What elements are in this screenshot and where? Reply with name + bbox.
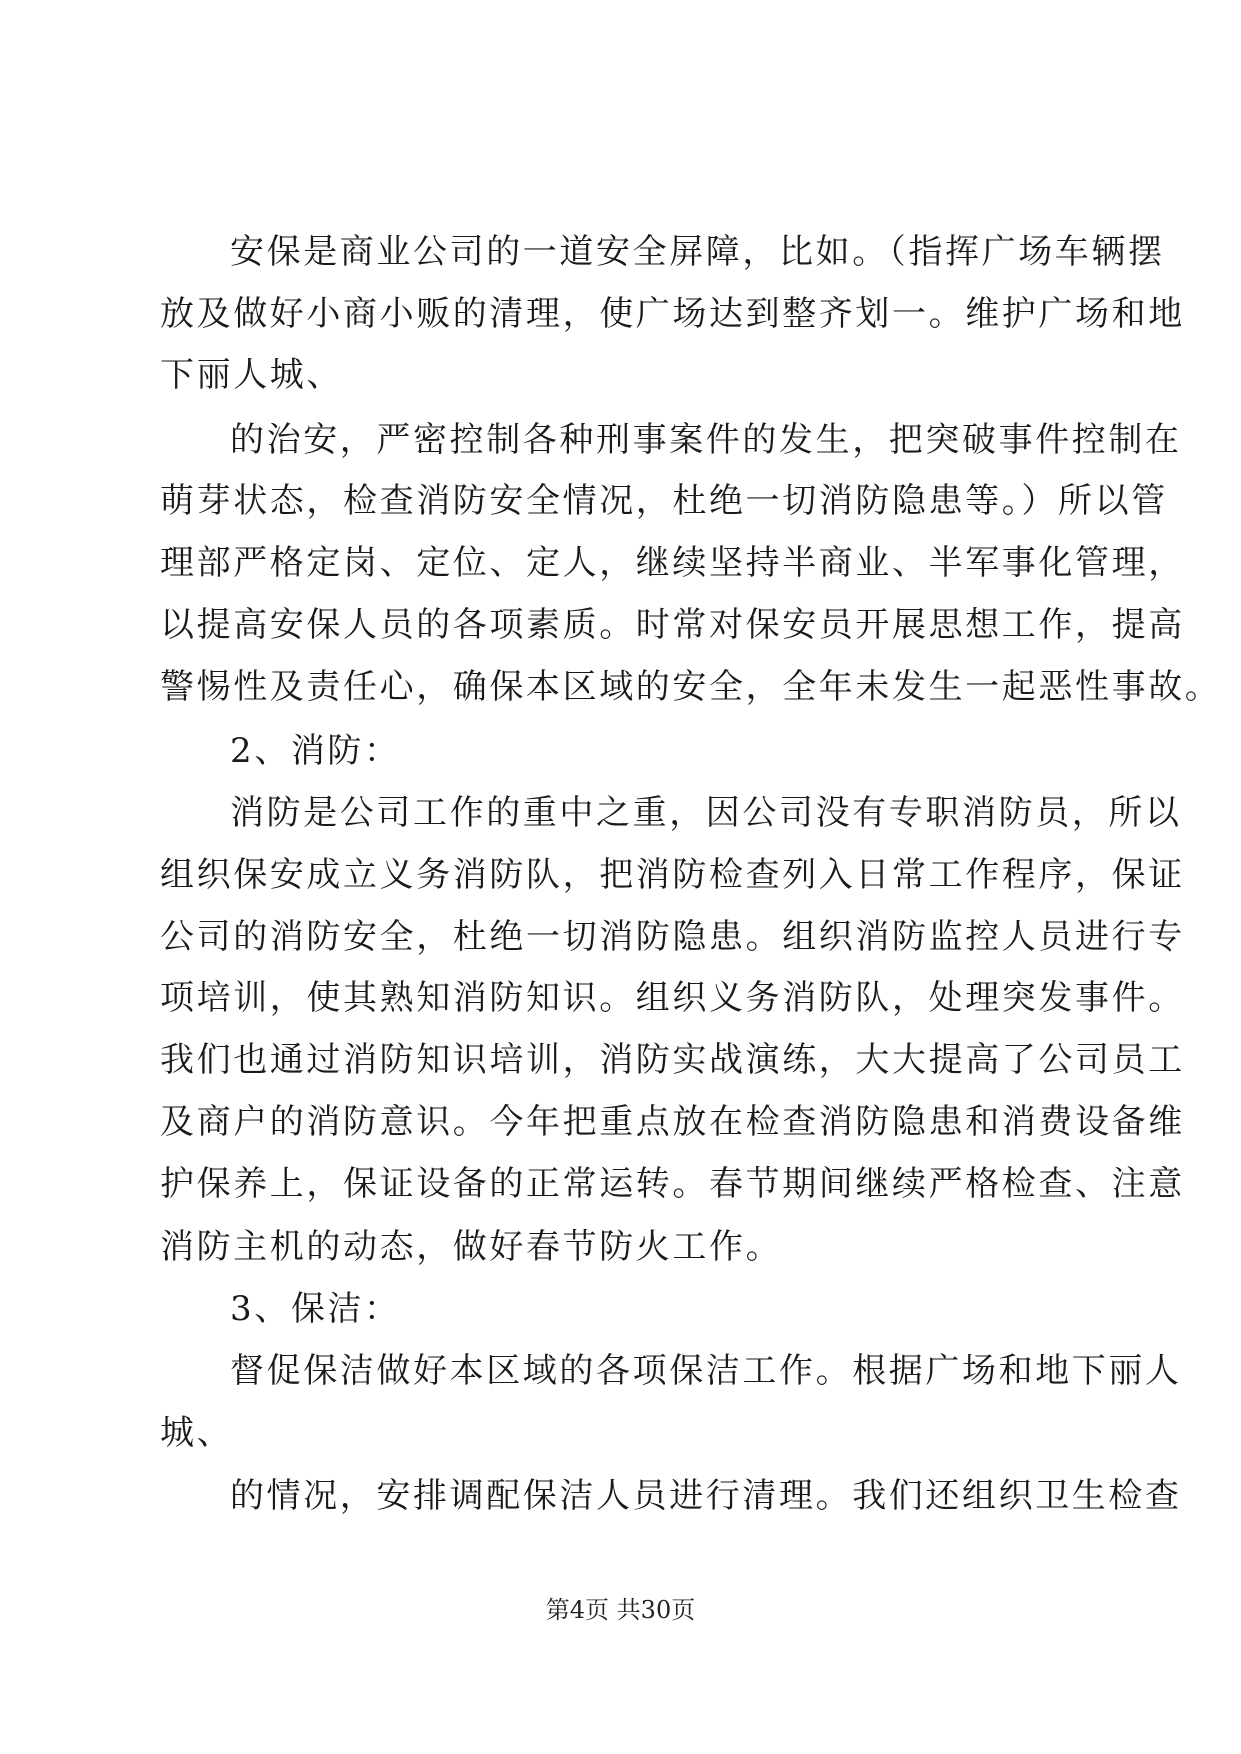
body-line-20: 城、 xyxy=(160,1413,234,1453)
page-number-footer: 第4页 共30页 xyxy=(545,1596,696,1624)
section-heading-fire: 2、消防： xyxy=(230,731,401,771)
section-heading-cleaning: 3、保洁： xyxy=(230,1289,401,1329)
body-line-2: 放及做好小商小贩的清理，使广场达到整齐划一。维护广场和地 xyxy=(160,294,1185,334)
body-line-19: 督促保洁做好本区域的各项保洁工作。根据广场和地下丽人 xyxy=(230,1351,1182,1391)
body-line-8: 警惕性及责任心，确保本区域的安全，全年未发生一起恶性事故。 xyxy=(160,667,1222,707)
body-line-16: 护保养上，保证设备的正常运转。春节期间继续严格检查、注意 xyxy=(160,1164,1185,1204)
body-line-5: 萌芽状态，检查消防安全情况，杜绝一切消防隐患等。）所以管 xyxy=(160,481,1168,521)
body-line-17: 消防主机的动态，做好春节防火工作。 xyxy=(160,1227,783,1267)
body-line-4: 的治安，严密控制各种刑事案件的发生，把突破事件控制在 xyxy=(230,420,1182,460)
body-line-7: 以提高安保人员的各项素质。时常对保安员开展思想工作，提高 xyxy=(160,605,1185,645)
body-line-14: 我们也通过消防知识培训，消防实战演练，大大提高了公司员工 xyxy=(160,1040,1185,1080)
body-line-10: 消防是公司工作的重中之重，因公司没有专职消防员，所以 xyxy=(230,793,1182,833)
body-line-11: 组织保安成立义务消防队，把消防检查列入日常工作程序，保证 xyxy=(160,855,1185,895)
body-line-6: 理部严格定岗、定位、定人，继续坚持半商业、半军事化管理， xyxy=(160,543,1185,583)
body-line-1: 安保是商业公司的一道安全屏障，比如。（指挥广场车辆摆 xyxy=(230,232,1165,272)
body-line-13: 项培训，使其熟知消防知识。组织义务消防队，处理突发事件。 xyxy=(160,978,1185,1018)
body-line-21: 的情况，安排调配保洁人员进行清理。我们还组织卫生检查 xyxy=(230,1476,1182,1516)
body-line-15: 及商户的消防意识。今年把重点放在检查消防隐患和消费设备维 xyxy=(160,1102,1185,1142)
body-line-3: 下丽人城、 xyxy=(160,355,343,395)
body-line-12: 公司的消防安全，杜绝一切消防隐患。组织消防监控人员进行专 xyxy=(160,917,1185,957)
